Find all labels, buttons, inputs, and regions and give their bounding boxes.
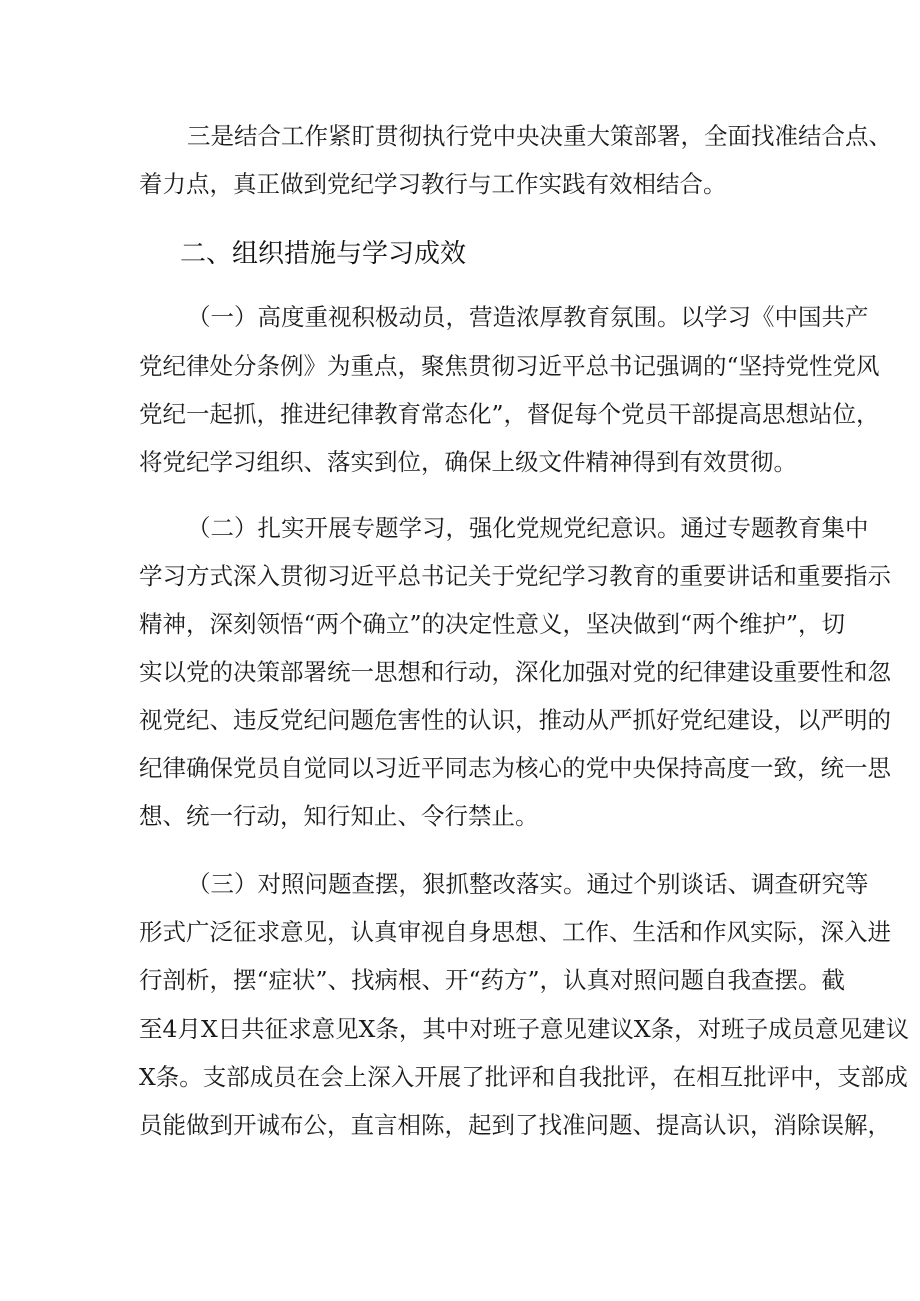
paragraph-line: 党纪一起抓，推进纪律教育常态化”，督促每个党员干部提高思想站位，: [139, 400, 880, 428]
paragraph-line: （一）高度重视积极动员，营造浓厚教育氛围。以学习《中国共产: [187, 303, 869, 331]
paragraph-line: X条。支部成员在会上深入开展了批评和自我批评，在相互批评中，支部成: [139, 1063, 908, 1091]
paragraph-line: 形式广泛征求意见，认真审视自身思想、工作、生活和作风实际，深入进: [139, 918, 891, 946]
paragraph-line: 精神，深刻领悟“两个确立”的决定性意义，坚决做到“两个维护”，切: [139, 610, 846, 638]
paragraph-line: 三是结合工作紧盯贯彻执行党中央决重大策部署，全面找准结合点、: [187, 122, 892, 150]
paragraph-line: 实以党的决策部署统一思想和行动，深化加强对党的纪律建设重要性和忽: [139, 658, 891, 686]
section-heading: 二、组织措施与学习成效: [180, 239, 467, 269]
paragraph-line: 员能做到开诚布公，直言相陈，起到了找准问题、提高认识，消除误解，: [139, 1111, 891, 1139]
paragraph-line: （三）对照问题查摆，狠抓整改落实。通过个别谈话、调查研究等: [187, 870, 869, 898]
paragraph-line: 纪律确保党员自觉同以习近平同志为核心的党中央保持高度一致，统一思: [139, 754, 891, 782]
paragraph-line: 行剖析，摆“症状”、找病根、开“药方”，认真对照问题自我查摆。截: [139, 966, 846, 994]
paragraph-line: （二）扎实开展专题学习，强化党规党纪意识。通过专题教育集中: [187, 514, 869, 542]
paragraph-line: 至4月X日共征求意见X条，其中对班子意见建议X条，对班子成员意见建议: [139, 1015, 910, 1043]
paragraph-line: 将党纪学习组织、落实到位，确保上级文件精神得到有效贯彻。: [139, 448, 797, 476]
paragraph-line: 学习方式深入贯彻习近平总书记关于党纪学习教育的重要讲话和重要指示: [139, 562, 891, 590]
paragraph-line: 党纪律处分条例》为重点，聚焦贯彻习近平总书记强调的“坚持党性党风: [139, 352, 880, 380]
paragraph-line: 着力点，真正做到党纪学习教行与工作实践有效相结合。: [139, 170, 727, 198]
paragraph-line: 视党纪、违反党纪问题危害性的认识，推动从严抓好党纪建设，以严明的: [139, 706, 891, 734]
paragraph-line: 想、统一行动，知行知止、令行禁止。: [139, 802, 539, 830]
